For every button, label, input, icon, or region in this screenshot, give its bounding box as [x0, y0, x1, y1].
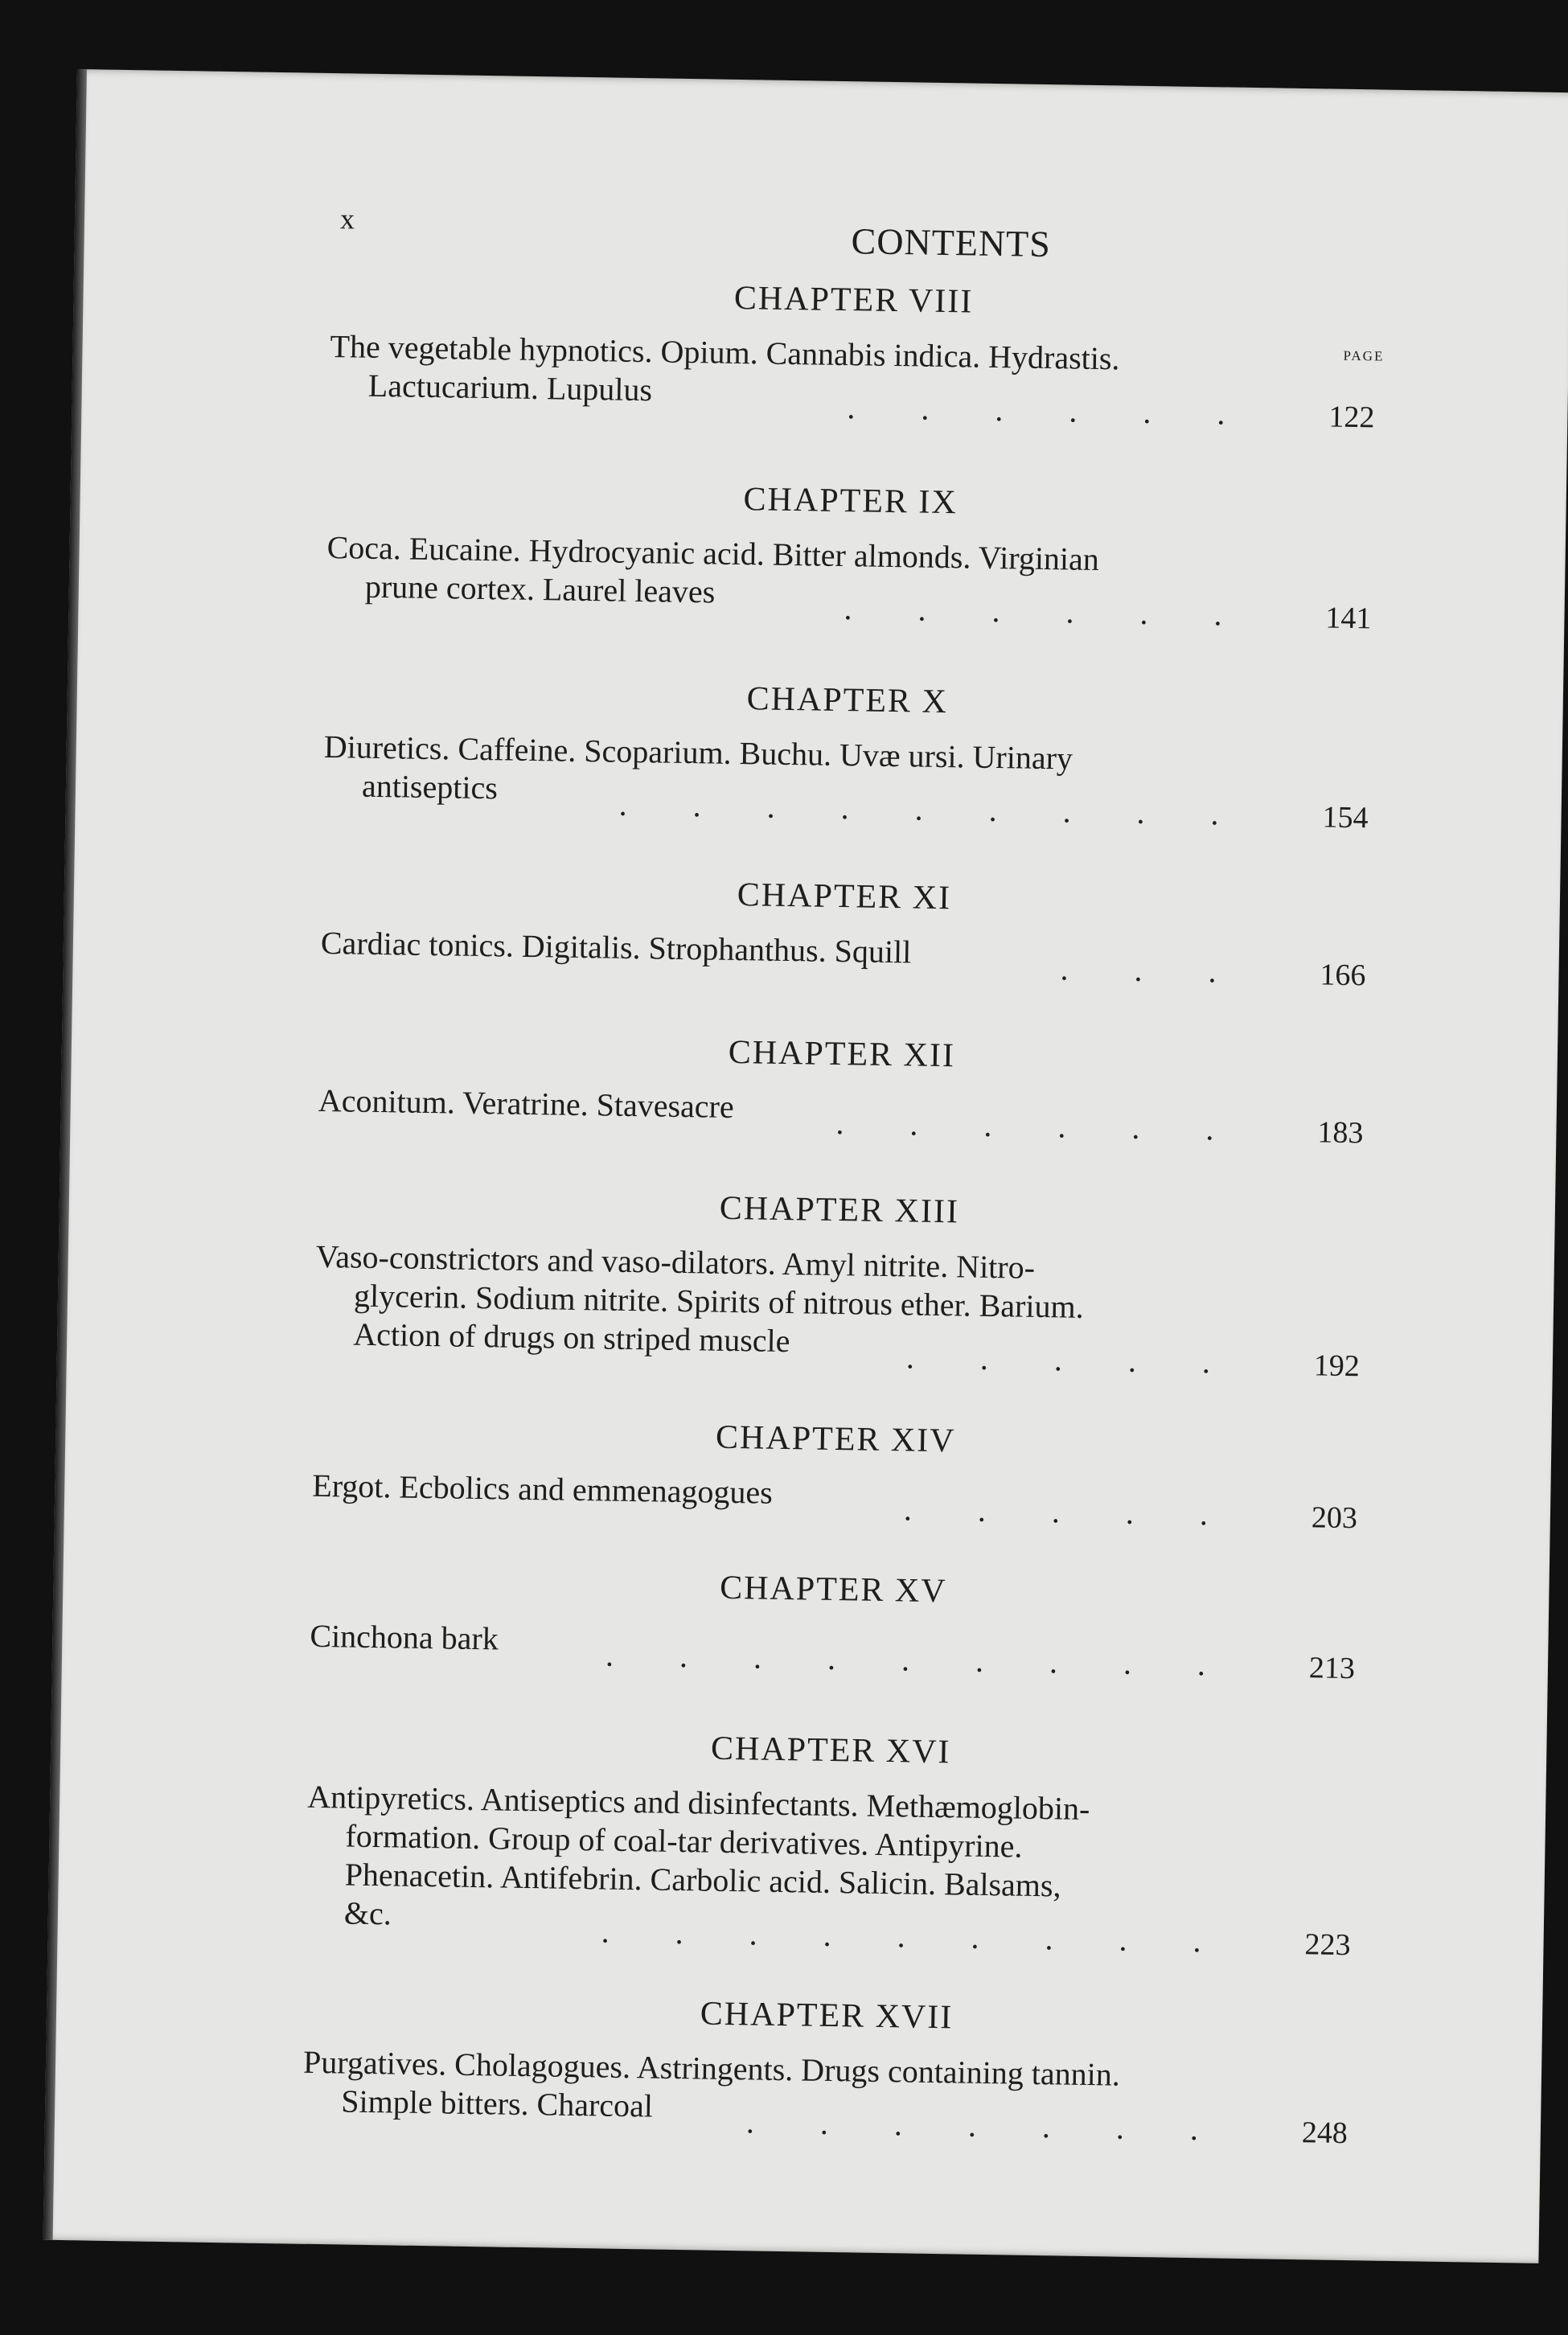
page-reference: 166: [1320, 958, 1366, 993]
chapter-heading: CHAPTER XIV: [715, 1418, 956, 1460]
entry-text-line: Vaso-constrictors and vaso-dilators. Amyl nitrite. Nitro-: [315, 1237, 1036, 1286]
page-reference: 203: [1311, 1500, 1358, 1536]
chapter-heading: CHAPTER XIII: [719, 1189, 960, 1231]
chapter-heading: CHAPTER XVI: [710, 1730, 951, 1771]
entry-text-line: &c.: [343, 1894, 392, 1932]
chapter-entry-xvi: [306, 1723, 1354, 1963]
entry-text-line: Antipyretics. Antiseptics and disinfectants. Methæmoglobin-: [306, 1778, 1090, 1828]
page-reference: 192: [1313, 1348, 1361, 1384]
chapter-heading: CHAPTER VIII: [733, 279, 974, 321]
dot-leader: . . . . . . . . .: [618, 786, 1248, 832]
dot-leader: . . .: [1060, 950, 1246, 990]
chapter-heading: CHAPTER XVII: [700, 1995, 954, 2037]
page-number: x: [339, 203, 356, 236]
chapter-entry-viii: [329, 273, 1376, 435]
dot-leader: . . . . . .: [835, 1104, 1243, 1147]
chapter-entry-xiv: [312, 1412, 1359, 1536]
entry-text-line: antiseptics: [361, 767, 499, 806]
dot-leader: . . . . . .: [844, 590, 1251, 634]
page-reference: 141: [1325, 601, 1372, 636]
entry-text-line: glycerin. Sodium nitrite. Spirits of nitrous ether. Barium.: [353, 1277, 1085, 1325]
chapter-heading: CHAPTER IX: [743, 481, 958, 522]
chapter-entry-xii: [318, 1027, 1365, 1151]
page-reference: 122: [1328, 400, 1375, 435]
dot-leader: . . . . . . . . .: [605, 1636, 1235, 1683]
entry-text-line: Action of drugs on striped muscle: [352, 1315, 790, 1360]
entry-text-line: Aconitum. Veratrine. Stavesacre: [318, 1081, 735, 1125]
chapter-entry-xvii: [302, 1988, 1349, 2151]
book-spine: [43, 69, 87, 2240]
entry-text-line: Phenacetin. Antifebrin. Carbolic acid. Salicin. Balsams,: [344, 1856, 1061, 1904]
page-reference: 213: [1308, 1651, 1356, 1686]
entry-text-line: Simple bitters. Charcoal: [340, 2083, 654, 2124]
entry-text-line: Coca. Eucaine. Hydrocyanic acid. Bitter almonds. Virginian: [326, 528, 1100, 578]
chapter-entry-x: [323, 673, 1370, 835]
book-page: [43, 69, 1568, 2263]
page-reference: 248: [1301, 2115, 1348, 2151]
entry-text-line: Lactucarium. Lupulus: [367, 367, 653, 408]
chapter-heading: CHAPTER XV: [719, 1569, 948, 1611]
dot-leader: . . . . . . .: [745, 2103, 1228, 2148]
entry-text-line: Ergot. Ecbolics and emmenagogues: [312, 1467, 774, 1511]
page-reference: 183: [1317, 1115, 1364, 1151]
dot-leader: . . . . . . . . .: [601, 1913, 1230, 1960]
chapter-entry-xi: [320, 869, 1368, 993]
chapter-heading: CHAPTER X: [746, 680, 949, 721]
entry-text-line: Cardiac tonics. Digitalis. Strophanthus. Squill: [320, 924, 912, 971]
entry-text-line: The vegetable hypnotics. Opium. Cannabis indica. Hydrastis.: [330, 327, 1120, 377]
page-title: CONTENTS: [851, 220, 1052, 265]
chapter-heading: CHAPTER XI: [737, 876, 952, 917]
entry-text-line: Purgatives. Cholagogues. Astringents. Drugs containing tannin.: [302, 2043, 1121, 2093]
dot-leader: . . . . .: [903, 1491, 1238, 1533]
chapter-entry-xv: [310, 1562, 1357, 1686]
entry-text-line: Cinchona bark: [310, 1617, 499, 1657]
page-reference: 223: [1304, 1927, 1351, 1963]
chapter-entry-xiii: [314, 1183, 1362, 1384]
chapter-heading: CHAPTER XII: [728, 1033, 956, 1075]
dot-leader: . . . . . .: [847, 389, 1254, 433]
dot-leader: . . . . .: [905, 1339, 1240, 1381]
entry-text-line: Diuretics. Caffeine. Scoparium. Buchu. Uvæ ursi. Urinary: [323, 728, 1073, 777]
entry-text-line: prune cortex. Laurel leaves: [364, 568, 716, 610]
page-column-label: PAGE: [1343, 347, 1385, 364]
chapter-entry-ix: [326, 474, 1373, 636]
page-reference: 154: [1322, 800, 1369, 835]
entry-text-line: formation. Group of coal-tar derivatives. Antipyrine.: [345, 1817, 1023, 1865]
